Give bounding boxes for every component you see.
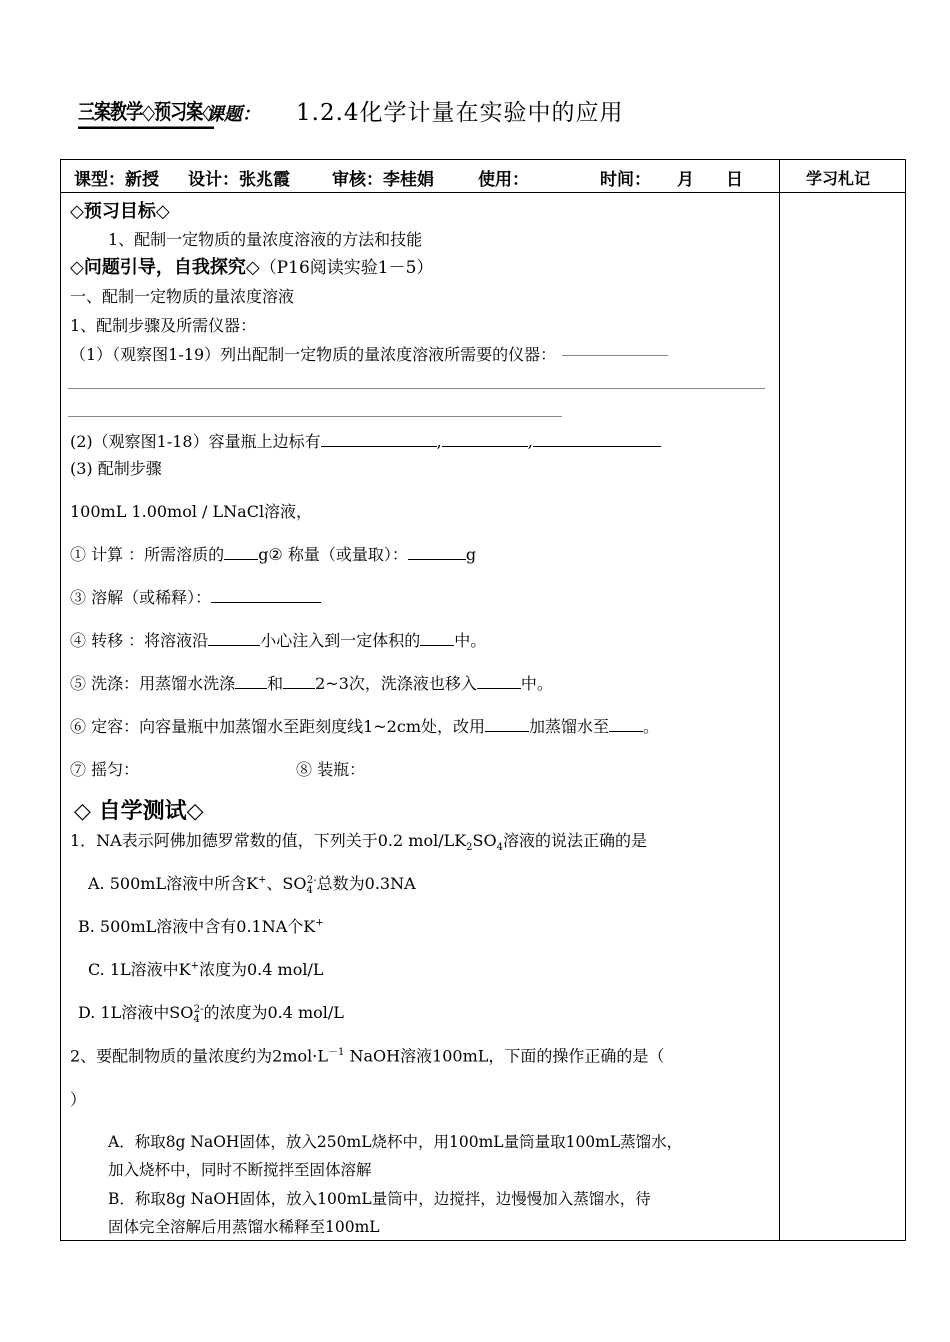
option-c-text: C. 1L溶液中K	[88, 960, 191, 979]
question-3: (3) 配制步骤	[70, 459, 162, 478]
t1-text-2: SO	[472, 831, 497, 850]
t1-text-3: 溶液的说法正确的是	[503, 831, 648, 850]
test-question-1	[70, 828, 647, 853]
page-header	[78, 92, 778, 132]
t2-text: 2、要配制物质的量浓度约为2mol·L	[70, 1046, 328, 1066]
answer-line	[68, 388, 765, 389]
question-2-text: (2)（观察图1-18）容量瓶上边标有	[70, 432, 321, 451]
blank	[321, 431, 437, 447]
superscript: +	[258, 874, 267, 886]
option-a-text-2: 、SO	[266, 874, 307, 893]
step-3	[70, 585, 321, 608]
subscript: 4	[496, 842, 503, 854]
blank	[224, 544, 258, 560]
option-c-text-2: 浓度为0.4 mol/L	[199, 960, 324, 979]
superscript: +	[315, 917, 324, 929]
section-heading: 一、配制一定物质的量浓度溶液	[70, 287, 295, 306]
blank	[235, 673, 267, 689]
guide-heading: ◇问题引导，自我探究◇	[70, 257, 260, 278]
superscript: 2-	[193, 1003, 204, 1015]
step-4-text-3: 中。	[454, 631, 487, 650]
question-1	[70, 342, 668, 365]
usage-label: 使用：	[478, 170, 529, 190]
blank	[477, 673, 521, 689]
option-c	[88, 957, 323, 980]
page-title: 1.2.4化学计量在实验中的应用	[296, 100, 624, 126]
blank	[533, 431, 661, 447]
step-4-text: ④ 转移 ：将溶液沿	[70, 631, 209, 650]
topic-label: 课题：	[206, 104, 260, 125]
step-5	[70, 671, 553, 694]
separator: ,	[436, 432, 442, 451]
option-a-text-3: 总数为0.3NA	[316, 874, 416, 893]
t2-option-a-line1: A．称取8g NaOH固体，放入250mL烧杯中，用100mL量筒量取100mL蒸馏水，	[108, 1133, 683, 1151]
superscript: +	[190, 960, 199, 972]
guide-ref: （P16阅读实验1－5）	[259, 258, 434, 278]
option-b-text: B. 500mL溶液中含有0.1NA个K	[78, 917, 316, 936]
blank	[408, 544, 466, 560]
reviewer: 审核：李桂娟	[332, 170, 434, 190]
superscript: －1	[328, 1047, 345, 1058]
step-6-text: ⑥ 定容：向容量瓶中加蒸馏水至距刻度线1~2cm处，改用	[70, 717, 485, 736]
t2-option-b-line2: 固体完全溶解后用蒸馏水稀释至100mL	[108, 1218, 380, 1236]
step-7: ⑦ 摇匀：	[70, 760, 140, 779]
step-1	[70, 542, 476, 565]
t2-option-a-line2: 加入烧杯中，同时不断搅拌至固体溶解	[108, 1161, 372, 1179]
step-6-text-3: 。	[643, 717, 660, 736]
step-3-text: ③ 溶解（或稀释）：	[70, 588, 212, 607]
test-question-2-close: ）	[70, 1090, 87, 1109]
designer: 设计：张兆霞	[188, 170, 290, 190]
subscript: 2	[466, 842, 473, 854]
blank	[609, 716, 643, 732]
header-row-divider	[60, 192, 906, 193]
blank	[211, 587, 321, 603]
option-d-text: D. 1L溶液中SO	[78, 1003, 194, 1022]
logo: 三案教学◇预习案◇	[78, 94, 214, 129]
step-4	[70, 628, 486, 651]
blank	[208, 630, 260, 646]
goal-item: 1、配制一定物质的量浓度溶液的方法和技能	[108, 230, 423, 249]
question-1-text: （1）（观察图1-19）列出配制一定物质的量浓度溶液所需要的仪器：	[70, 345, 557, 364]
step-5-text-2: 和	[267, 674, 284, 693]
answer-line	[562, 355, 668, 356]
guide-line	[70, 253, 433, 279]
step-5-text: ⑤ 洗涤：用蒸馏水洗涤	[70, 674, 236, 693]
option-d-text-2: 的浓度为0.4 mol/L	[203, 1003, 344, 1022]
option-a	[88, 871, 416, 896]
superscript: 2-	[306, 874, 317, 886]
step-1-text: ① 计算 ：所需溶质的	[70, 545, 225, 564]
notes-column-header: 学习札记	[806, 169, 871, 188]
answer-line	[68, 416, 562, 417]
step-6-text-2: 加蒸馏水至	[529, 717, 610, 736]
t2-option-b-line1: B．称取8g NaOH固体，放入100mL量筒中，边搅拌，边慢慢加入蒸馏水，待	[108, 1190, 651, 1208]
step-5-text-3: 2~3次，洗涤液也移入	[315, 674, 477, 693]
lesson-type: 课型：新授	[74, 170, 159, 190]
month-label: 月	[677, 170, 694, 190]
goal-heading: ◇预习目标◇	[70, 201, 170, 222]
time-label: 时间：	[600, 170, 651, 190]
day-label: 日	[726, 170, 743, 190]
test-question-2	[70, 1043, 664, 1066]
option-a-text: A. 500mL溶液中所含K	[88, 874, 259, 893]
step-4-text-2: 小心注入到一定体积的	[260, 631, 421, 650]
option-d	[78, 1000, 344, 1025]
column-divider	[779, 159, 780, 1241]
t1-text: 1．NA表示阿佛加德罗常数的值，下列关于0.2 mol/LK	[70, 831, 467, 850]
subscript: 4	[306, 885, 313, 897]
step-5-text-4: 中。	[520, 674, 553, 693]
blank	[442, 431, 528, 447]
blank	[485, 716, 529, 732]
question-2	[70, 429, 661, 452]
item-steps: 1、配制步骤及所需仪器：	[70, 316, 257, 335]
option-b	[78, 914, 324, 937]
subscript: 4	[193, 1014, 200, 1026]
blank	[283, 673, 315, 689]
step-2-text: g② 称量（或量取）：	[258, 545, 408, 564]
example-solution: 100mL 1.00mol / LNaCl溶液，	[70, 502, 313, 521]
step-8: ⑧ 装瓶：	[296, 760, 366, 779]
unit-g: g	[465, 545, 477, 564]
test-heading: ◇ 自学测试◇	[74, 799, 204, 824]
t2-text-2: NaOH溶液100mL，下面的操作正确的是（	[344, 1046, 665, 1066]
separator: ,	[527, 432, 533, 451]
blank	[420, 630, 454, 646]
step-6	[70, 714, 659, 737]
